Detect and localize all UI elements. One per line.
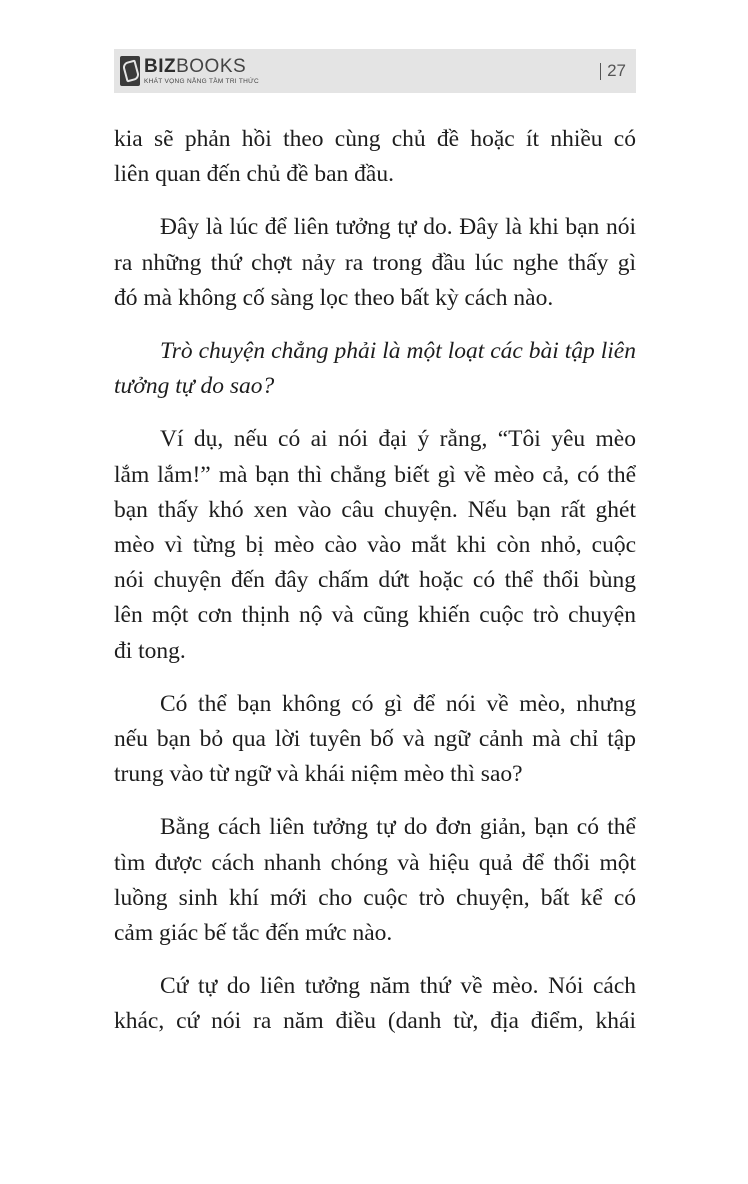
page-number: 27 xyxy=(607,61,626,80)
text-line: bạn thấy khó xen vào câu chuyện. Nếu bạn rất ghét xyxy=(114,496,636,523)
text-line: nói chuyện đến đây chấm dứt hoặc có thể thổi bùng xyxy=(114,567,636,594)
brand-name xyxy=(144,57,259,77)
italic-paragraph xyxy=(114,334,636,404)
paragraph xyxy=(114,422,636,668)
text-line: Cứ tự do liên tưởng năm thứ về mèo. Nói cách xyxy=(160,973,636,1000)
paragraph xyxy=(114,122,636,192)
brand-tagline: KHÁT VỌNG NẰNG TẦM TRI THỨC xyxy=(144,77,260,85)
paragraph xyxy=(114,969,636,1039)
text-line: khác, cứ nói ra năm điều (danh từ, địa điểm, khái xyxy=(114,1008,636,1035)
text-line: mèo vì từng bị mèo cào vào mắt khi còn nhỏ, cuộc xyxy=(114,532,636,559)
paragraph xyxy=(114,687,636,793)
text-line: cảm giác bế tắc đến mức nào. xyxy=(114,920,393,947)
logo-text xyxy=(144,57,259,86)
paragraph xyxy=(114,210,636,316)
text-line: Ví dụ, nếu có ai nói đại ý rằng, “Tôi yêu mèo xyxy=(160,426,636,453)
text-line: luồng sinh khí mới cho cuộc trò chuyện, bất kể có xyxy=(114,884,636,911)
body-text xyxy=(114,122,636,1058)
paragraph xyxy=(114,810,636,951)
text-line: kia sẽ phản hồi theo cùng chủ đề hoặc ít nhiều có xyxy=(114,126,636,152)
text-line: lên một cơn thịnh nộ và cũng khiến cuộc trò chuyện xyxy=(114,602,636,629)
text-line: tìm được cách nhanh chóng và hiệu quả để thổi một xyxy=(114,849,636,876)
page-header xyxy=(114,49,636,93)
text-line: ra những thứ chợt nảy ra trong đầu lúc nghe thấy gì xyxy=(114,249,636,276)
page-number-divider xyxy=(600,63,601,80)
text-line: liên quan đến chủ đề ban đầu. xyxy=(114,161,394,188)
text-line: đó mà không cố sàng lọc theo bất kỳ cách nào. xyxy=(114,284,554,311)
text-line: Trò chuyện chẳng phải là một loạt các bài tập liên xyxy=(160,338,636,365)
text-line: tưởng tự do sao? xyxy=(114,373,275,400)
text-line: nếu bạn bỏ qua lời tuyên bố và ngữ cảnh mà chỉ tập xyxy=(114,726,636,753)
text-line: Có thể bạn không có gì để nói về mèo, nhưng xyxy=(160,690,636,717)
text-line: Đây là lúc để liên tưởng tự do. Đây là khi bạn nói xyxy=(160,214,636,241)
brand-light: BOOKS xyxy=(176,55,247,77)
publisher-logo xyxy=(120,53,259,89)
bizbooks-logo-icon xyxy=(120,56,140,86)
text-line: lắm lắm!” mà bạn thì chẳng biết gì về mèo cả, có thể xyxy=(114,461,636,488)
text-line: Bằng cách liên tưởng tự do đơn giản, bạn có thể xyxy=(160,814,636,841)
text-line: đi tong. xyxy=(114,637,186,664)
text-line: trung vào từ ngữ và khái niệm mèo thì sao? xyxy=(114,761,523,788)
brand-bold: BIZ xyxy=(144,55,177,77)
page-number-block xyxy=(600,61,626,81)
